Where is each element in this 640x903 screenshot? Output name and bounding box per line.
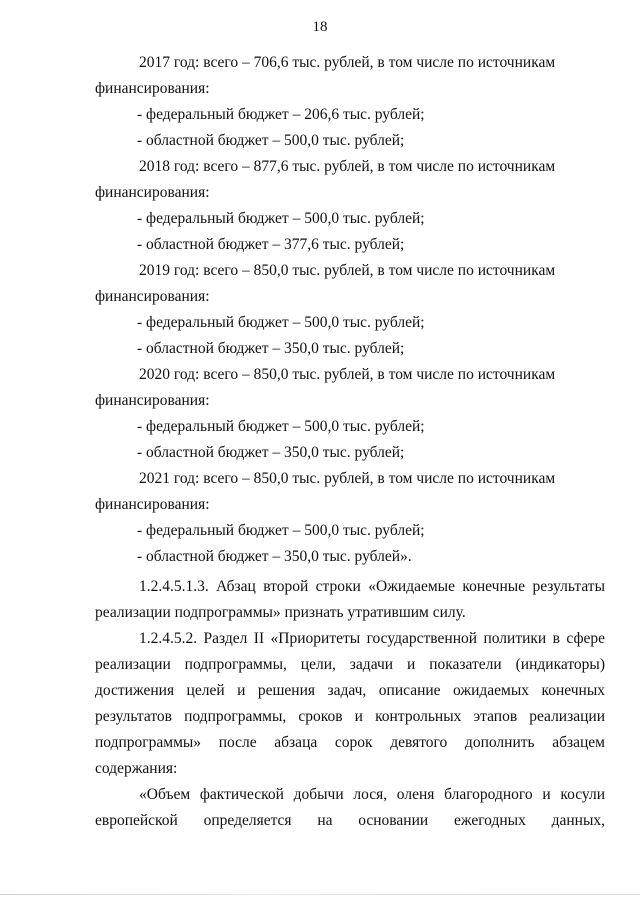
text-line: финансирования: xyxy=(95,184,210,201)
text-line: подпрограммы» после абзаца сорок девятого дополнить абзацем xyxy=(95,734,605,751)
text-line: европейской определяется на основании ежегодных данных, xyxy=(95,812,605,829)
text-line: финансирования: xyxy=(95,496,210,513)
text-line: - федеральный бюджет – 206,6 тыс. рублей; xyxy=(137,106,425,123)
text-line: 1.2.4.5.1.3. Абзац второй строки «Ожидаемые конечные результаты xyxy=(139,578,605,595)
text-line: финансирования: xyxy=(95,80,210,97)
text-line: - областной бюджет – 350,0 тыс. рублей; xyxy=(137,444,405,461)
text-line: - областной бюджет – 350,0 тыс. рублей; xyxy=(137,340,405,357)
text-line: - федеральный бюджет – 500,0 тыс. рублей; xyxy=(137,210,425,227)
text-line: 2017 год: всего – 706,6 тыс. рублей, в том числе по источникам xyxy=(139,54,556,71)
text-line: - областной бюджет – 500,0 тыс. рублей; xyxy=(137,132,405,149)
text-line: достижения целей и решения задач, описание ожидаемых конечных xyxy=(95,682,605,699)
text-line: содержания: xyxy=(95,760,178,777)
text-line: 2019 год: всего – 850,0 тыс. рублей, в том числе по источникам xyxy=(139,262,556,279)
text-line: 2020 год: всего – 850,0 тыс. рублей, в том числе по источникам xyxy=(139,366,556,383)
text-line: финансирования: xyxy=(95,288,210,305)
text-line: результатов подпрограммы, сроков и контрольных этапов реализации xyxy=(95,708,605,725)
text-line: «Объем фактической добычи лося, оленя благородного и косули xyxy=(139,786,605,803)
text-line: - федеральный бюджет – 500,0 тыс. рублей; xyxy=(137,418,425,435)
text-line: - областной бюджет – 350,0 тыс. рублей». xyxy=(137,548,412,565)
document-body xyxy=(95,50,605,834)
text-line: - федеральный бюджет – 500,0 тыс. рублей; xyxy=(137,314,425,331)
text-line: 2018 год: всего – 877,6 тыс. рублей, в том числе по источникам xyxy=(139,158,556,175)
text-line: - областной бюджет – 377,6 тыс. рублей; xyxy=(137,236,405,253)
text-line: реализации подпрограммы, цели, задачи и показатели (индикаторы) xyxy=(95,656,605,673)
text-line: реализации подпрограммы» признать утратившим силу. xyxy=(95,604,466,621)
scan-edge-line xyxy=(0,894,640,895)
text-line: финансирования: xyxy=(95,392,210,409)
text-line: - федеральный бюджет – 500,0 тыс. рублей; xyxy=(137,522,425,539)
page-number: 18 xyxy=(312,19,328,35)
text-line: 2021 год: всего – 850,0 тыс. рублей, в том числе по источникам xyxy=(139,470,556,487)
text-line: 1.2.4.5.2. Раздел II «Приоритеты государственной политики в сфере xyxy=(139,630,605,647)
